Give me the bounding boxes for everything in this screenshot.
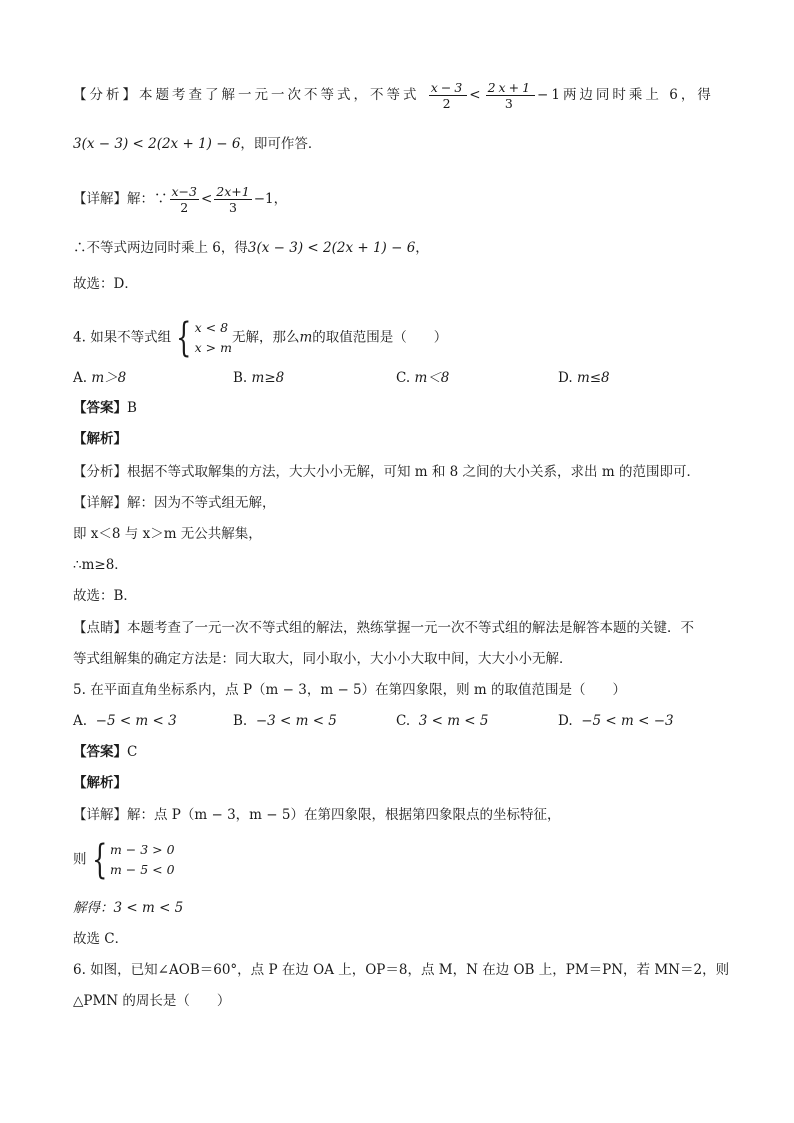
q5-option-b: B. −3 < m < 5: [233, 713, 337, 729]
q3-analysis-text2: 两边同时乘上 6，得: [562, 87, 714, 103]
detail-tag: 【详解】: [73, 191, 127, 207]
q5-choice: 故选 C．: [73, 931, 129, 947]
q5-option-a: A. −5 < m < 3: [73, 713, 177, 729]
q6-line2: △PMN 的周长是（ ）: [73, 993, 231, 1009]
q5-option-d: D. −5 < m < −3: [558, 713, 674, 729]
q5-solve: 解得：3 < m < 5: [73, 900, 184, 916]
q6-line1: 6. 如图，已知∠AOB＝60°，点 P 在边 OA 上，OP＝8，点 M，N 在边 OB 上，PM＝PN，若 MN＝2，则: [73, 962, 730, 978]
inequality-system-2: { m − 3 > 0 m − 5 < 0: [91, 837, 175, 883]
brace-icon: {: [91, 837, 107, 883]
q4-comment2: 等式组解集的确定方法是：同大取大，同小取小，大小小大取中间，大大小小无解．: [73, 651, 573, 667]
q3-detail-line2: ∴不等式两边同时乘上 6，得3(x − 3) < 2(2x + 1) − 6，: [73, 240, 429, 256]
fraction-4: $\frac{2x+1}{3}$: [216, 184, 250, 215]
q4-comment1: 【点睛】本题考查了一元一次不等式组的解法，熟练掌握一元一次不等式组的解法是解答本题的关键．不: [73, 620, 694, 636]
q3-analysis-text1: 本题考查了解一元一次不等式，不等式: [139, 87, 420, 103]
q4-detail3: ∴m≥8．: [73, 557, 128, 573]
q4-option-d: D. m≤8: [558, 370, 610, 386]
q3-analysis-line2: 3(x − 3) < 2(2x + 1) − 6，即可作答．: [73, 136, 322, 152]
q5-detail1: 【详解】解：点 P（m − 3，m − 5）在第四象限，根据第四象限点的坐标特征，: [73, 807, 561, 823]
inequality-expression: 3(x − 3) < 2(2x + 1) − 6: [73, 136, 241, 152]
q3-detail-line1: 【详解】解：∵ $\frac{x-3}{2}$ < $\frac{2x+1}{3}$ −1，: [73, 184, 288, 215]
q3-analysis-line1: 【分析】本题考查了解一元一次不等式，不等式 $\frac{x-3}{2}$ < $\frac{2x+1}{3}$ −1两边同时乘上 6，得: [73, 80, 714, 111]
q5-option-c: C. 3 < m < 5: [396, 713, 489, 729]
q5-question: 5. 在平面直角坐标系内，点 P（m − 3，m − 5）在第四象限，则 m 的取值范围是（ ）: [73, 682, 627, 698]
q4-detail2: 即 x＜8 与 x＞m 无公共解集，: [73, 526, 262, 542]
fraction-1: $\frac{x-3}{2}$: [430, 80, 466, 111]
q4-jiexi: 【解析】: [73, 431, 127, 447]
q4-detail1: 【详解】解：因为不等式组无解，: [73, 495, 276, 511]
q4-question: 4. 如果不等式组 { x < 8 x > m 无解，那么m的取值范围是（ ）: [73, 315, 448, 361]
fraction-2: $\frac{2x+1}{3}$: [487, 80, 534, 111]
inequality-system: { x < 8 x > m: [176, 315, 232, 361]
q3-choice: 故选：D．: [73, 276, 138, 292]
q4-choice: 故选：B．: [73, 588, 137, 604]
q4-option-b: B. m≥8: [233, 370, 285, 386]
fraction-3: $\frac{x-3}{2}$: [171, 184, 197, 215]
q4-option-a: A. m＞8: [73, 370, 127, 386]
analysis-tag: 【分析】: [73, 87, 139, 103]
question-number: 4.: [73, 329, 86, 346]
brace-icon: {: [176, 315, 192, 361]
q4-option-c: C. m＜8: [396, 370, 450, 386]
q5-jiexi: 【解析】: [73, 775, 127, 791]
q4-answer: 【答案】B: [73, 400, 137, 416]
q5-answer: 【答案】C: [73, 744, 138, 760]
q5-system: 则 { m − 3 > 0 m − 5 < 0: [73, 837, 175, 883]
q4-analysis: 【分析】根据不等式取解集的方法，大大小小无解，可知 m 和 8 之间的大小关系，求出 m 的范围即可．: [73, 464, 700, 480]
